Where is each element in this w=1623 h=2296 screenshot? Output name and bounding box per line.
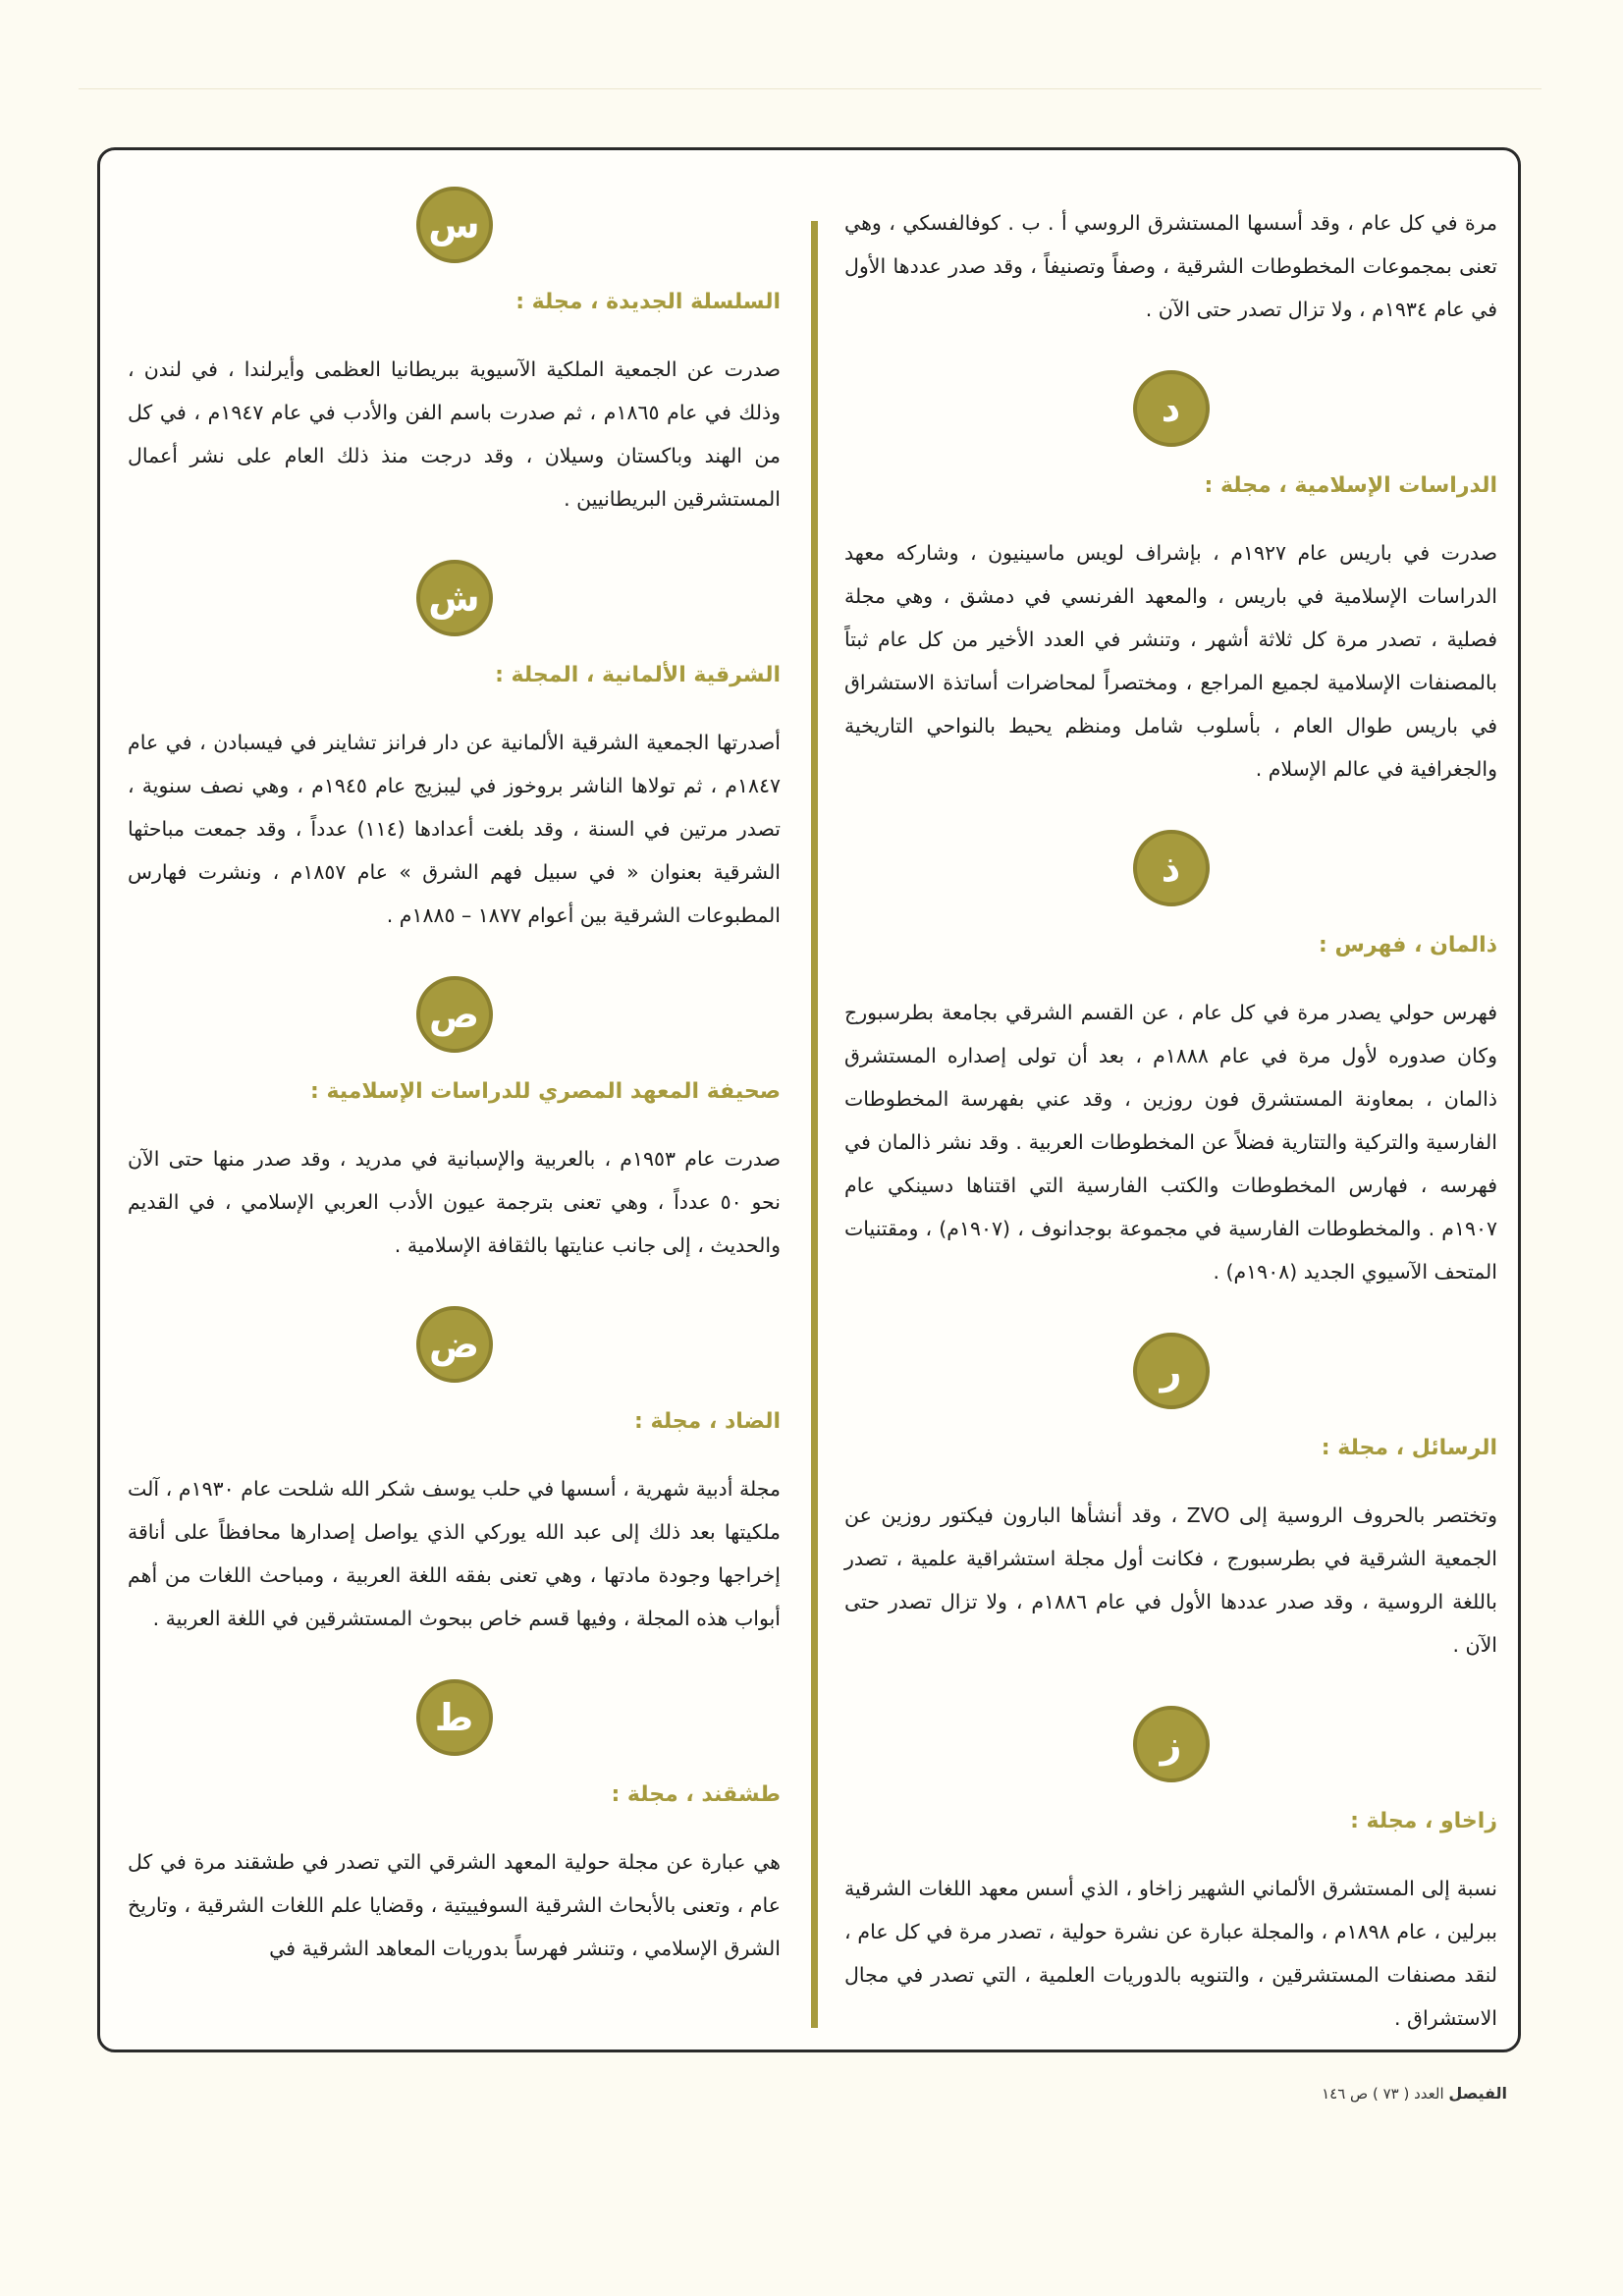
section-heading: زاخاو ، مجلة :: [1350, 1809, 1497, 1833]
page-footer: [1276, 2084, 1507, 2103]
section-text: صدرت عام ١٩٥٣م ، بالعربية والإسبانية في مدريد ، وقد صدر منها حتى الآن نحو ٥٠ عدداً ، وهي تعنى بترجمة عيون الأدب العربي الإسلامي ، في القديم والحديث ، إلى جانب عنايتها بالثقافة الإسلامية .: [128, 1147, 781, 1257]
section-heading: الشرقية الألمانية ، المجلة :: [495, 663, 781, 687]
letter-badge-zay: ز: [1133, 1706, 1210, 1782]
left-column: [128, 187, 781, 1970]
letter-badge-shin: ش: [416, 560, 493, 636]
letter-badge-sin: س: [416, 187, 493, 263]
section-heading: طشقند ، مجلة :: [611, 1782, 781, 1807]
letter-badge-sad: ص: [416, 976, 493, 1053]
section-text: صدرت عن الجمعية الملكية الآسيوية ببريطانيا العظمى وأيرلندا ، في لندن ، وذلك في عام ١٨٦٥م ، ثم صدرت باسم الفن والأدب في عام ١٩٤٧م ، في كل من الهند وباكستان وسيلان ، وقد درجت منذ ذلك العام على نشر أعمال المستشرقين البريطانيين .: [128, 357, 781, 511]
right-column: [844, 201, 1497, 2040]
column-divider: [811, 221, 818, 2028]
intro-paragraph: مرة في كل عام ، وقد أسسها المستشرق الروسي أ . ب . كوفالفسكي ، وهي تعنى بمجموعات المخطوطات الشرقية ، وصفاً وتصنيفاً ، وقد صدر عددها الأول في عام ١٩٣٤م ، ولا تزال تصدر حتى الآن .: [844, 211, 1497, 321]
section-text: نسبة إلى المستشرق الألماني الشهير زاخاو ، الذي أسس معهد اللغات الشرقية ببرلين ، عام ١٨٩٨م ، والمجلة عبارة عن نشرة حولية ، تصدر مرة في كل عام ، لنقد مصنفات المستشرقين ، والتنويه بالدوريات العلمية ، التي تصدر في مجال الاستشراق .: [844, 1877, 1497, 2030]
section-text: هي عبارة عن مجلة حولية المعهد الشرقي التي تصدر في طشقند مرة في كل عام ، وتعنى بالأبحاث الشرقية السوفييتية ، وقضايا علم اللغات الشرقية ، وتاريخ الشرق الإسلامي ، وتنشر فهرساً بدوريات المعاهد الشرقية في: [128, 1850, 781, 1960]
letter-badge-thal: ذ: [1133, 830, 1210, 906]
section-text: أصدرتها الجمعية الشرقية الألمانية عن دار فرانز تشاينر في فيسبادن ، في عام ١٨٤٧م ، ثم تولاها الناشر بروخوز في ليبزيج عام ١٩٤٥م ، وهي نصف سنوية ، تصدر مرتين في السنة ، وقد بلغت أعدادها (١١٤) عدداً ، وقد جمعت مباحثها الشرقية بعنوان « في سبيل فهم الشرق » عام ١٨٥٧م ، ونشرت فهارس المطبوعات الشرقية بين أعوام ١٨٧٧ – ١٨٨٥م .: [128, 731, 782, 927]
section-heading: صحيفة المعهد المصري للدراسات الإسلامية :: [309, 1079, 781, 1104]
issue-page-number: العدد ( ٧٣ ) ص ١٤٦: [1322, 2085, 1444, 2103]
page-top-rule: [79, 88, 1542, 89]
section-text: فهرس حولي يصدر مرة في كل عام ، عن القسم الشرقي بجامعة بطرسبورج وكان صدوره لأول مرة في عام ١٨٨٨م ، بعد أن تولى إصداره المستشرق ذالمان ، بمعاونة المستشرق فون روزين ، وقد عني بفهرسة المخطوطات الفارسية والتركية والتتارية فضلاً عن المخطوطات العربية . وقد نشر ذالمان في فهرسه ، فهارس المخطوطات والكتب الفارسية التي اقتناها دسينكي عام ١٩٠٧م . والمخطوطات الفارسية في مجموعة بوجدانوف ، (١٩٠٧م) ، ومقتنيات المتحف الآسيوي الجديد (١٩٠٨م) .: [844, 1001, 1497, 1284]
section-heading: ذالمان ، فهرس :: [1319, 933, 1497, 957]
letter-badge-ra: ر: [1133, 1333, 1210, 1409]
section-heading: الدراسات الإسلامية ، مجلة :: [1204, 473, 1497, 498]
letter-badge-dal: د: [1133, 370, 1210, 447]
section-text: وتختصر بالحروف الروسية إلى ZVO ، وقد أنشأها البارون فيكتور روزين عن الجمعية الشرقية في بطرسبورج ، فكانت أول مجلة استشراقية علمية ، تصدر باللغة الروسية ، وقد صدر عددها الأول في عام ١٨٨٦م ، ولا تزال تصدر حتى الآن .: [844, 1503, 1497, 1657]
letter-badge-dad: ض: [416, 1306, 493, 1383]
section-text: مجلة أدبية شهرية ، أسسها في حلب يوسف شكر الله شلحت عام ١٩٣٠م ، آلت ملكيتها بعد ذلك إلى عبد الله يوركي الذي يواصل إصدارها محافظاً على أناقة إخراجها وجودة مادتها ، وهي تعنى بفقه اللغة العربية ، ومباحث اللغات من أهم أبواب هذه المجلة ، وفيها قسم خاص ببحوث المستشرقين في اللغة العربية .: [128, 1477, 781, 1630]
magazine-logo: الفيصل: [1448, 2084, 1507, 2103]
section-heading: السلسلة الجديدة ، مجلة :: [515, 290, 781, 314]
section-text: صدرت في باريس عام ١٩٢٧م ، بإشراف لويس ماسينيون ، وشاركه معهد الدراسات الإسلامية في باريس ، والمعهد الفرنسي في دمشق ، وهي مجلة فصلية ، تصدر مرة كل ثلاثة أشهر ، وتنشر في العدد الأخير من كل عام ثبتاً بالمصنفات الإسلامية لجميع المراجع ، ومختصراً لمحاضرات أساتذة الاستشراق في باريس طوال العام ، بأسلوب شامل ومنظم يحيط بالنواحي التاريخية والجغرافية في عالم الإسلام .: [844, 541, 1497, 781]
section-heading: الضاد ، مجلة :: [634, 1409, 781, 1434]
section-heading: الرسائل ، مجلة :: [1321, 1436, 1497, 1460]
letter-badge-ta: ط: [416, 1679, 493, 1756]
